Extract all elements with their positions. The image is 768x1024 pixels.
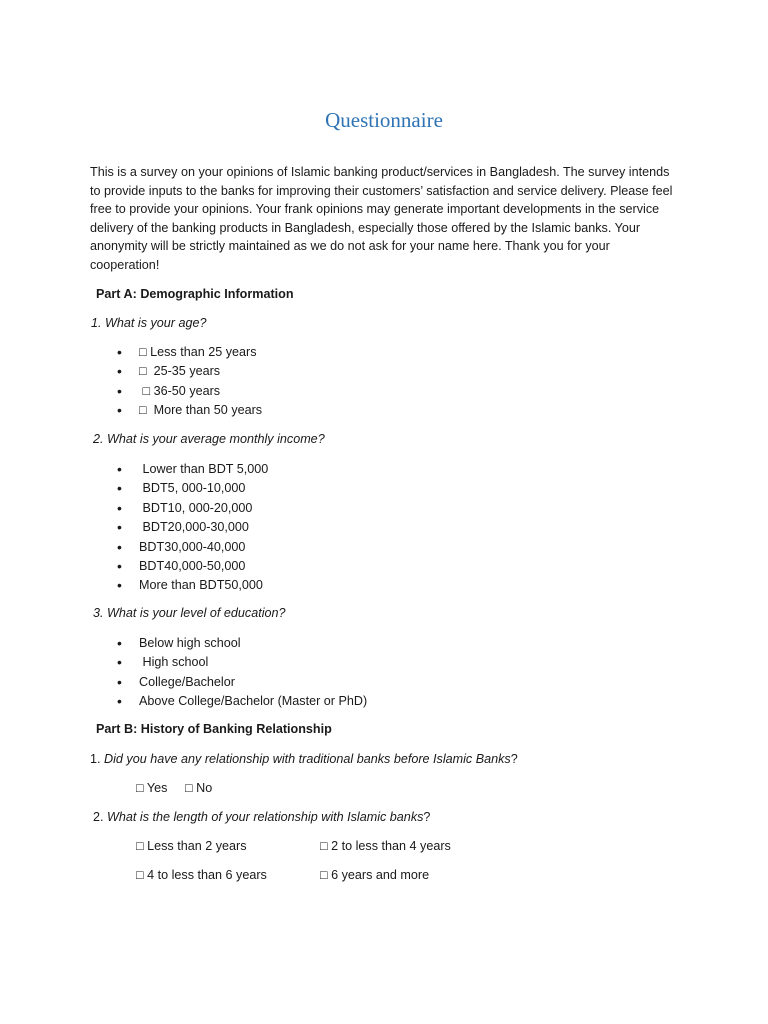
list-item: • □ Less than 25 years (139, 343, 262, 362)
list-item: • Above College/Bachelor (Master or PhD) (139, 692, 367, 711)
list-item: • Below high school (139, 634, 367, 653)
list-item: • Lower than BDT 5,000 (139, 460, 268, 479)
question-text: What is the length of your relationship with Islamic banks (107, 810, 424, 824)
option-6-plus-checkbox[interactable]: □ 6 years and more (320, 868, 430, 882)
question-traditional-banks (90, 752, 518, 766)
list-item: • College/Bachelor (139, 673, 367, 692)
list-item: • BDT20,000-30,000 (139, 518, 268, 537)
question-number: 2. (93, 810, 108, 824)
option-yes-checkbox[interactable]: □ Yes (136, 781, 168, 795)
list-item: • BDT5, 000-10,000 (139, 479, 268, 498)
question-mark: ? (423, 810, 431, 824)
question-income: 2. What is your average monthly income? (93, 432, 325, 446)
option-2-to-4-checkbox[interactable]: □ 2 to less than 4 years (320, 839, 451, 853)
list-item: • More than BDT50,000 (139, 576, 268, 595)
page-title: Questionnaire (325, 108, 443, 132)
list-item: • High school (139, 653, 367, 672)
part-a-heading: Part A: Demographic Information (96, 287, 294, 301)
question-education: 3. What is your level of education? (93, 606, 286, 620)
list-item: • □ 36-50 years (139, 382, 262, 401)
question-text: Did you have any relationship with traditional banks before Islamic Banks (104, 752, 511, 766)
education-options-list (139, 634, 367, 712)
intro-paragraph: This is a survey on your opinions of Islamic banking product/services in Bangladesh. The survey intends to provide inputs to the banks for improving their customers’ satisfaction and service delivery. Please feel free to provide your opinions. Your frank opinions may generate important developments in the service delivery of the banking products in Bangladesh, especially those offered by the Islamic banks. Your anonymity will be strictly maintained as we do not ask for your name here. Thank you for your cooperation! (90, 165, 673, 272)
question-relationship-length (93, 810, 430, 824)
list-item: • □ More than 50 years (139, 401, 262, 420)
option-no-checkbox[interactable]: □ No (185, 781, 213, 795)
option-less-than-2-checkbox[interactable]: □ Less than 2 years (136, 839, 247, 853)
question-mark: ? (510, 752, 518, 766)
list-item: • BDT10, 000-20,000 (139, 499, 268, 518)
part-b-heading: Part B: History of Banking Relationship (96, 722, 332, 736)
list-item: • BDT30,000-40,000 (139, 538, 268, 557)
list-item: • □ 25-35 years (139, 362, 262, 381)
question-number: 1. (90, 752, 105, 766)
option-4-to-6-checkbox[interactable]: □ 4 to less than 6 years (136, 868, 267, 882)
list-item: • BDT40,000-50,000 (139, 557, 268, 576)
question-age: 1. What is your age? (91, 316, 207, 330)
age-options-list (139, 343, 262, 421)
income-options-list (139, 460, 268, 596)
